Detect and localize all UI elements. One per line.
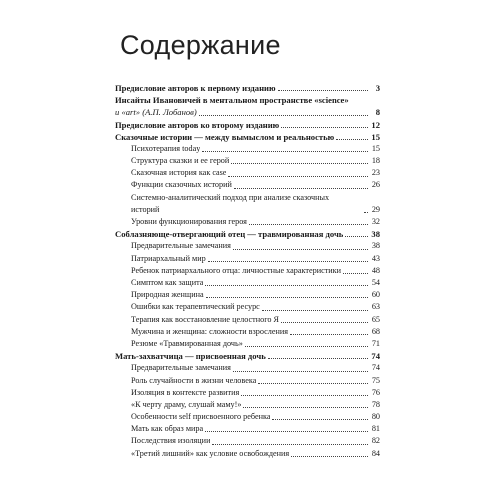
- toc-entry: и «art» (А.П. Лобанов) 8: [115, 107, 380, 118]
- toc-entry: Предварительные замечания 74: [131, 363, 380, 373]
- toc-entry: Роль случайности в жизни человека 75: [131, 375, 380, 385]
- toc-entry: Предисловие авторов к первому изданию 3: [115, 82, 380, 93]
- toc-entry: Уровни функционирования героя 32: [131, 217, 380, 227]
- toc-entry: Предисловие авторов ко второму изданию 12: [115, 119, 380, 130]
- toc-entry: Последствия изоляции 82: [131, 436, 380, 446]
- page-title: Содержание: [120, 30, 281, 60]
- toc-entry: Психотерапия today 15: [131, 143, 380, 153]
- toc-entry: Изоляция в контексте развития 76: [131, 387, 380, 397]
- toc-entry: Структура сказки и ее герой 18: [131, 156, 380, 166]
- toc-entry: Терапия как восстановление целостного Я 65: [131, 314, 380, 324]
- toc-entry: «Третий лишний» как условие освобождения 84: [131, 448, 380, 458]
- toc-entry: Функции сказочных историй 26: [131, 180, 380, 190]
- toc-entry: Природная женщина 60: [131, 290, 380, 300]
- toc-entry: Системно-аналитический подход при анализе сказочных историй 29: [131, 192, 380, 214]
- toc-entry: Сказочные истории — между вымыслом и реальностью 15: [115, 131, 380, 142]
- toc-entry: Соблазняюще-отвергающий отец — травмированная дочь 38: [115, 229, 380, 240]
- toc-entry: Особенности self присвоенного ребенка 80: [131, 412, 380, 422]
- table-of-contents: [115, 82, 380, 460]
- toc-entry: Инсайты Ивановичей в ментальном пространстве «science»: [115, 95, 349, 106]
- toc-entry: Ребенок патриархального отца: личностные характеристики 48: [131, 265, 380, 275]
- toc-entry: Мать-захватчица — присвоенная дочь 74: [115, 351, 380, 362]
- toc-entry: Сказочная история как case 23: [131, 168, 380, 178]
- toc-entry: Патриархальный мир 43: [131, 253, 380, 263]
- toc-entry: Мужчина и женщина: сложности взросления 68: [131, 326, 380, 336]
- toc-entry: Симптом как защита 54: [131, 278, 380, 287]
- toc-entry: Предварительные замечания 38: [131, 241, 380, 251]
- toc-entry: Мать как образ мира 81: [131, 424, 380, 434]
- toc-entry: «К черту драму, слушай маму!» 78: [131, 399, 380, 409]
- toc-entry: Резюме «Травмированная дочь» 71: [131, 338, 380, 348]
- toc-entry: Ошибки как терапевтический ресурс 63: [131, 302, 380, 312]
